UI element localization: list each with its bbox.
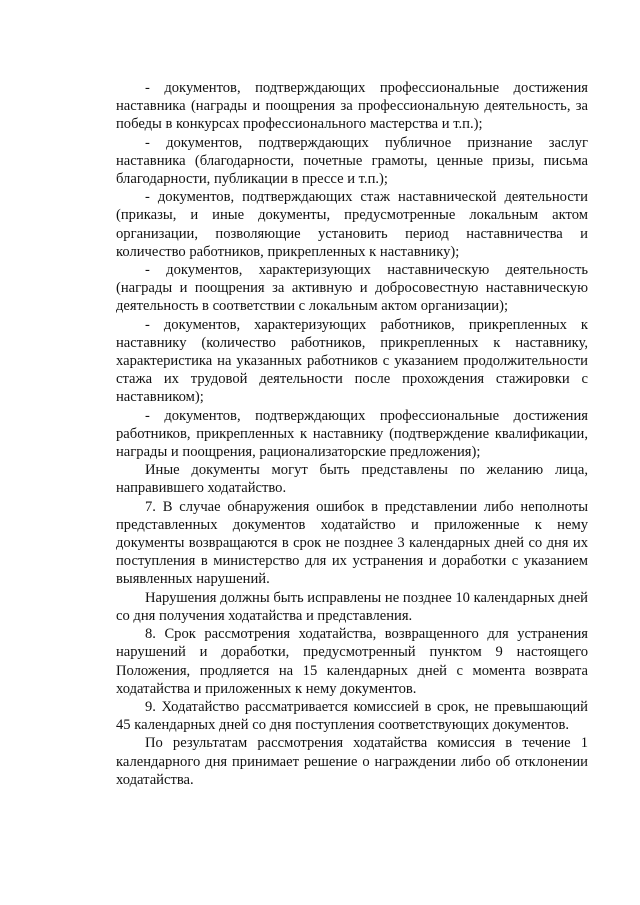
paragraph-other-documents: Иные документы могут быть представлены по желанию лица, направившего ходатайство. [116, 462, 588, 497]
paragraph-decision: По результатам рассмотрения ходатайства комиссия в течение 1 календарного дня принимает решение о награждении либо об отклонении ходатайства. [116, 735, 588, 788]
paragraph-list-item-recognition: - документов, подтверждающих публичное признание заслуг наставника (благодарности, почетные грамоты, ценные призы, письма благодарности, публикации в прессе и т.п.); [116, 134, 588, 188]
paragraph-list-item-experience: - документов, подтверждающих стаж наставнической деятельности (приказы, и иные документы, предусмотренные локальным актом организации, позволяющие установить период наставничества и количество работников, прикрепленных к наставнику); [116, 189, 588, 260]
paragraph-corrections-deadline: Нарушения должны быть исправлены не позднее 10 календарных дней со дня получения ходатайства и представления. [116, 589, 588, 624]
paragraph-list-item-achievements: - документов, подтверждающих профессиональные достижения наставника (награды и поощрения за профессиональную деятельность, за победы в конкурсах профессионального мастерства и т.п.); [116, 80, 588, 133]
paragraph-list-item-mentee-achievements: - документов, подтверждающих профессиональные достижения работников, прикрепленных к наставнику (подтверждение квалификации, награды и поощрения, рационализаторские предложения); [116, 407, 588, 461]
paragraph-clause-8: 8. Срок рассмотрения ходатайства, возвращенного для устранения нарушений и доработки, предусмотренный пунктом 9 настоящего Положения, продляется на 15 календарных дней с момента возврата ходатайства и приложенных к нему документов. [116, 626, 588, 697]
paragraph-clause-7: 7. В случае обнаружения ошибок в представлении либо неполноты представленных документов ходатайство и приложенные к нему документы возвращаются в срок не позднее 3 календарных дней со дня их поступления в министерство для их устранения и доработки с указанием выявленных нарушений. [116, 498, 588, 588]
paragraph-list-item-mentees: - документов, характеризующих работников, прикрепленных к наставнику (количество работников, прикрепленных к наставнику, характеристика на указанных работников с указанием продолжительности стажа их трудовой деятельности после прохождения стажировки с наставником); [116, 316, 588, 406]
document-body [116, 79, 588, 789]
paragraph-list-item-mentoring-activity: - документов, характеризующих наставническую деятельность (награды и поощрения за активную и добросовестную наставническую деятельность в соответствии с локальным актом организации); [116, 262, 588, 315]
paragraph-clause-9: 9. Ходатайство рассматривается комиссией в срок, не превышающий 45 календарных дней со дня поступления соответствующих документов. [116, 698, 588, 734]
